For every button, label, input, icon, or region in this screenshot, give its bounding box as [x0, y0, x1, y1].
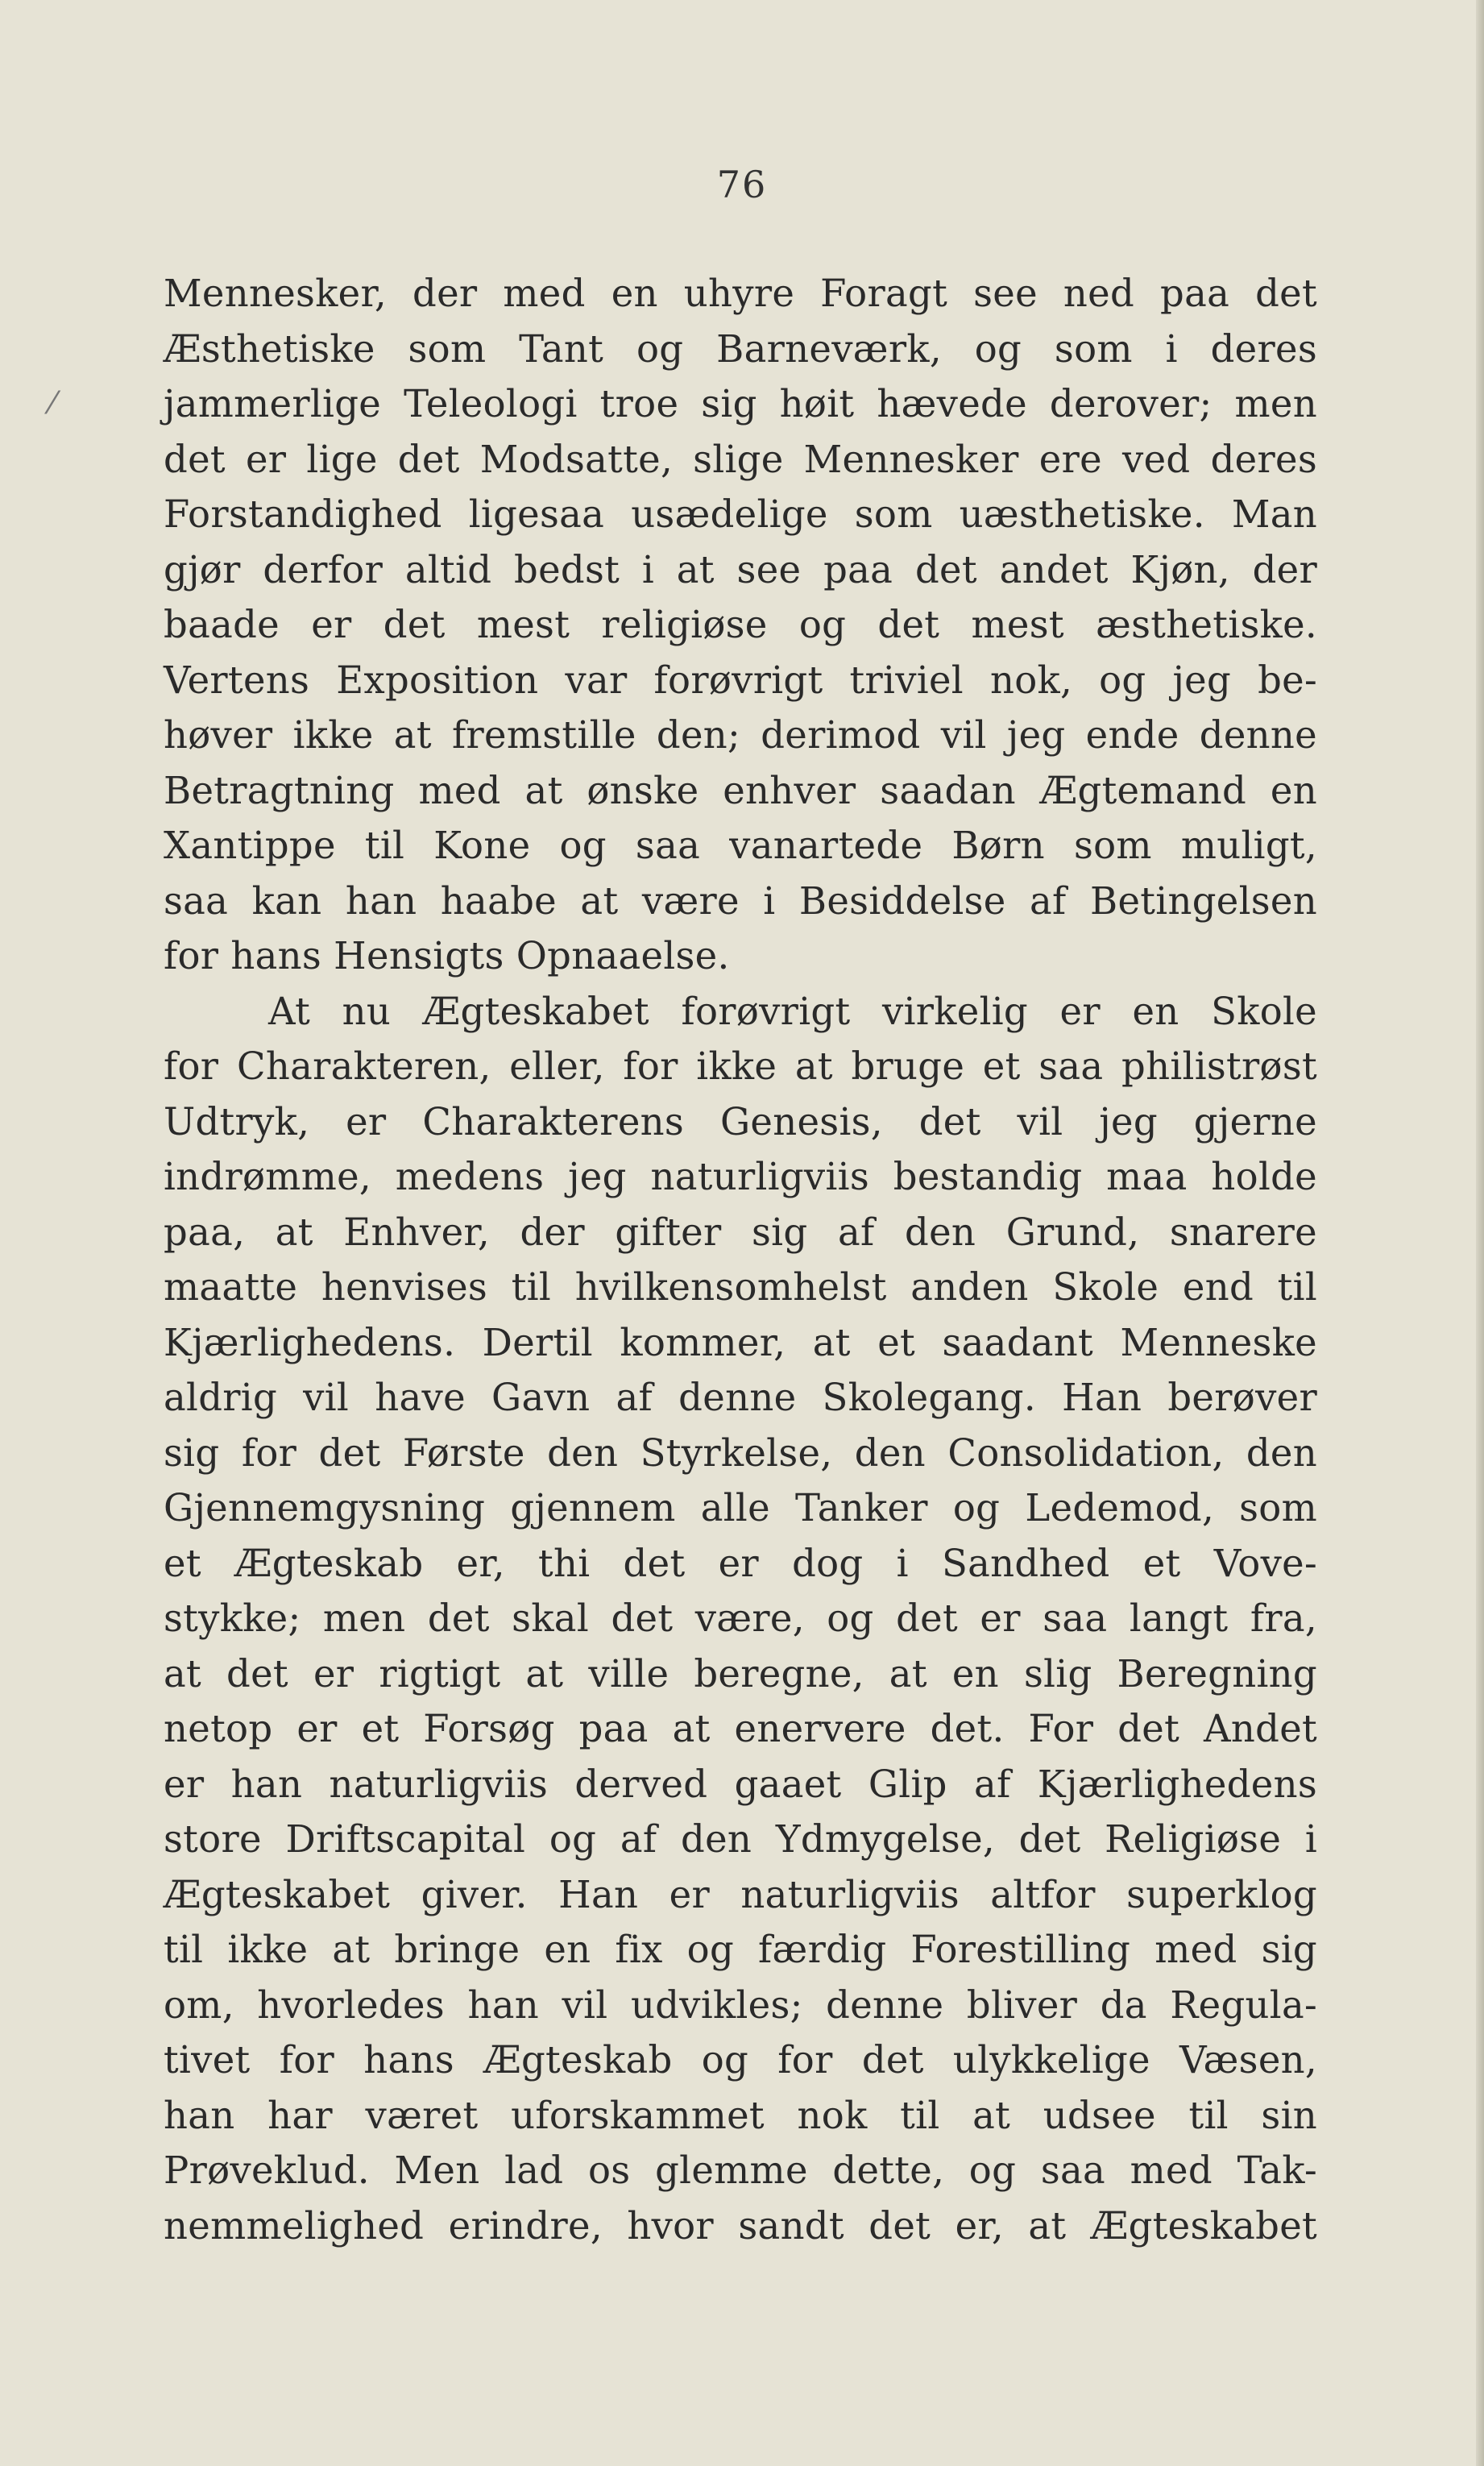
text-line: nemmelighed erindre, hvor sandt det er, at Ægteskabet — [164, 2203, 1317, 2248]
text-line: aldrig vil have Gavn af denne Skolegang. Han berøver — [164, 1376, 1317, 1419]
text-line: Mennesker, der med en uhyre Foragt see ned paa det — [164, 272, 1317, 315]
text-line: for Charakteren, eller, for ikke at bruge et saa philistrøst — [164, 1044, 1317, 1088]
text-line: Forstandighed ligesaa usædelige som uæsthetiske. Man — [164, 492, 1317, 536]
text-line: til ikke at bringe en fix og færdig Forestilling med sig — [164, 1928, 1317, 1971]
text-line: baade er det mest religiøse og det mest æsthetiske. — [164, 603, 1317, 646]
text-line: et Ægteskab er, thi det er dog i Sandhed et Vove- — [164, 1541, 1317, 1585]
text-line: Gjennemgysning gjennem alle Tanker og Ledemod, som — [164, 1486, 1317, 1530]
text-line: maatte henvises til hvilkensomhelst anden Skole end til — [164, 1265, 1317, 1309]
text-line: om, hvorledes han vil udvikles; denne bliver da Regula- — [164, 1982, 1317, 2027]
text-line: Ægteskabet giver. Han er naturligviis altfor superklog — [164, 1872, 1317, 1916]
text-line: Vertens Exposition var forøvrigt triviel nok, og jeg be- — [164, 658, 1317, 702]
body-text — [164, 266, 1317, 2253]
text-line: han har været uforskammet nok til at udsee til sin — [164, 2093, 1317, 2137]
text-line: er han naturligviis derved gaaet Glip af Kjærlighedens — [164, 1762, 1317, 1806]
text-line: høver ikke at fremstille den; derimod vil jeg ende denne — [164, 713, 1317, 757]
text-line: gjør derfor altid bedst i at see paa det andet Kjøn, der — [164, 547, 1317, 592]
text-line: Betragtning med at ønske enhver saadan Ægtemand en — [164, 768, 1317, 812]
text-line: jammerlige Teleologi troe sig høit hævede derover; men — [164, 382, 1317, 426]
text-line: store Driftscapital og af den Ydmygelse, det Religiøse i — [164, 1817, 1317, 1861]
text-line: Udtryk, er Charakterens Genesis, det vil jeg gjerne — [164, 1099, 1317, 1144]
text-line: det er lige det Modsatte, slige Mennesker ere ved deres — [164, 437, 1317, 481]
paragraph-start-line: At nu Ægteskabet forøvrigt virkelig er en Skole — [268, 989, 1317, 1033]
text-line: Prøveklud. Men lad os glemme dette, og saa med Tak- — [164, 2148, 1317, 2192]
text-line: indrømme, medens jeg naturligviis bestandig maa holde — [164, 1155, 1317, 1198]
text-line: Æsthetiske som Tant og Barneværk, og som i deres — [164, 326, 1317, 371]
page-number: 76 — [716, 163, 768, 206]
text-line: saa kan han haabe at være i Besiddelse af Betingelsen — [164, 878, 1317, 923]
text-line: Xantippe til Kone og saa vanartede Børn som muligt, — [164, 824, 1317, 867]
text-line: netop er et Forsøg paa at enervere det. For det Andet — [164, 1707, 1317, 1750]
text-line: Kjærlighedens. Dertil kommer, at et saadant Menneske — [164, 1320, 1317, 1364]
page-edge-shadow — [1476, 0, 1484, 2466]
text-line: stykke; men det skal det være, og det er saa langt fra, — [164, 1596, 1317, 1640]
paragraph-end-line: for hans Hensigts Opnaaelse. — [164, 934, 730, 978]
margin-mark: ⁄ — [50, 385, 56, 421]
text-line: tivet for hans Ægteskab og for det ulykkelige Væsen, — [164, 2038, 1317, 2082]
text-line: paa, at Enhver, der gifter sig af den Grund, snarere — [164, 1210, 1317, 1254]
text-line: sig for det Første den Styrkelse, den Consolidation, den — [164, 1430, 1317, 1475]
text-line: at det er rigtigt at ville beregne, at en slig Beregning — [164, 1651, 1317, 1696]
